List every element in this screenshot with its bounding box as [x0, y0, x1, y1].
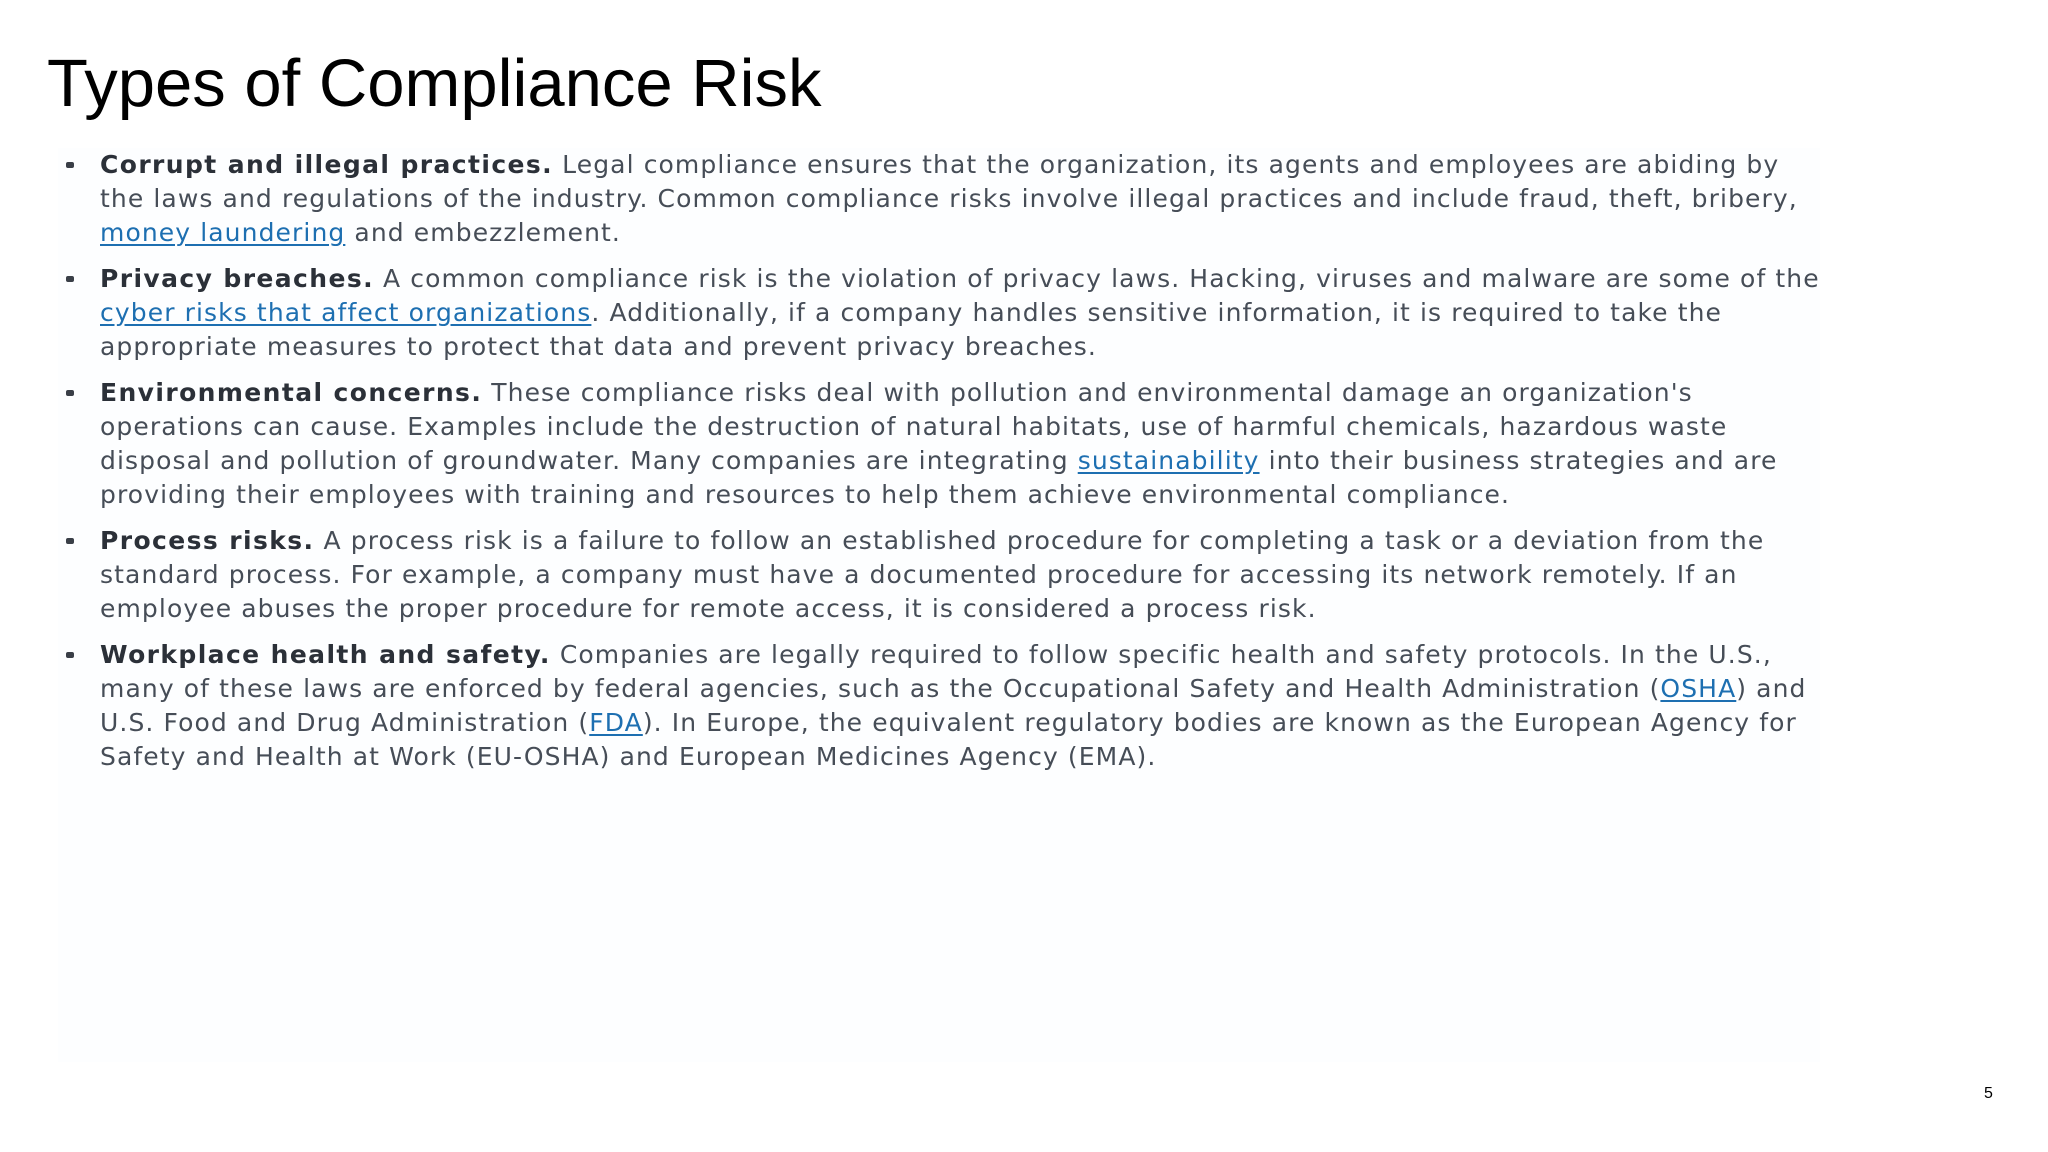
money-laundering-link[interactable]: money laundering [100, 218, 346, 247]
bullet-icon [66, 162, 74, 168]
item-text: Companies are legally required to follow specific health and safety protocols. In the U.S., many of these laws are enforced by federal agencies, such as the Occupational Safety and Health Administration ( [100, 640, 1772, 703]
item-text: into their business strategies and are providing their employees with training and resources to help them achieve environmental compliance. [100, 446, 1778, 509]
item-text: Legal compliance ensures that the organization, its agents and employees are abiding by the laws and regulations of the industry. Common compliance risks involve illegal practices and include fraud, theft, bribery, [100, 150, 1798, 213]
page-number: 5 [1984, 1085, 1993, 1102]
term-label: Corrupt and illegal practices. [100, 150, 554, 179]
term-label: Environmental concerns. [100, 378, 483, 407]
pasted-text-image [58, 148, 1820, 1062]
item-text: ) and U.S. Food and Drug Administration ( [100, 674, 1807, 737]
bullet-icon [66, 652, 74, 658]
slide-title: Types of Compliance Risk [47, 46, 822, 121]
list-item-environmental-concerns [58, 376, 1820, 512]
bullet-icon [66, 390, 74, 396]
list-item-process-risks [58, 524, 1820, 626]
osha-link[interactable]: OSHA [1660, 674, 1737, 703]
list-item-workplace-safety [58, 638, 1820, 774]
term-label: Privacy breaches. [100, 264, 375, 293]
list-item-corrupt-practices [58, 148, 1820, 250]
bullet-icon [66, 538, 74, 544]
term-label: Workplace health and safety. [100, 640, 551, 669]
item-text: A process risk is a failure to follow an established procedure for completing a task or a deviation from the standard process. For example, a company must have a documented procedure for accessing its network remotely. If an employee abuses the proper procedure for remote access, it is considered a process risk. [100, 526, 1765, 623]
item-text: and embezzlement. [345, 218, 621, 247]
item-text: . Additionally, if a company handles sensitive information, it is required to take the appropriate measures to protect that data and prevent privacy breaches. [100, 298, 1723, 361]
compliance-risk-list [58, 148, 1820, 774]
item-text: A common compliance risk is the violation of privacy laws. Hacking, viruses and malware are some of the [374, 264, 1820, 293]
list-item-privacy-breaches [58, 262, 1820, 364]
cyber-risks-link[interactable]: cyber risks that affect organizations [100, 298, 592, 327]
item-text: ). In Europe, the equivalent regulatory bodies are known as the European Agency for Safety and Health at Work (EU-OSHA) and European Medicines Agency (EMA). [100, 708, 1797, 771]
sustainability-link[interactable]: sustainability [1077, 446, 1260, 475]
term-label: Process risks. [100, 526, 315, 555]
fda-link[interactable]: FDA [589, 708, 643, 737]
bullet-icon [66, 276, 74, 282]
item-text: These compliance risks deal with pollution and environmental damage an organization's operations can cause. Examples include the destruction of natural habitats, use of harmful chemicals, hazardous waste disposal and pollution of groundwater. Many companies are integrating [100, 378, 1728, 475]
